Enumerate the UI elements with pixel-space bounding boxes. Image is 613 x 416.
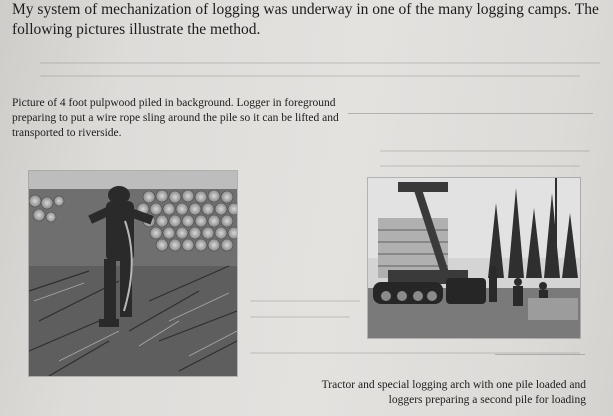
bleed-through-line xyxy=(380,150,590,152)
divider-line xyxy=(495,354,585,355)
bleed-through-line xyxy=(40,62,600,64)
bleed-through-line xyxy=(250,316,350,318)
photo-left-caption: Picture of 4 foot pulpwood piled in background. Logger in foreground preparing to put a wire rope sling around the pile so it can be lifted and transported to riverside. xyxy=(12,97,339,139)
photo-right-caption: Tractor and special logging arch with one pile loaded and loggers preparing a second pile for loading xyxy=(321,379,586,406)
intro-paragraph: My system of mechanization of logging was underway in one of the many logging camps. The following pictures illustrate the method. xyxy=(12,1,599,38)
bleed-through-line xyxy=(380,165,580,167)
bleed-through-line xyxy=(40,75,580,77)
divider-line xyxy=(348,113,593,114)
photo-logger-pulpwood xyxy=(29,171,237,376)
photo-tractor-arch xyxy=(368,178,580,338)
bleed-through-line xyxy=(250,300,360,302)
